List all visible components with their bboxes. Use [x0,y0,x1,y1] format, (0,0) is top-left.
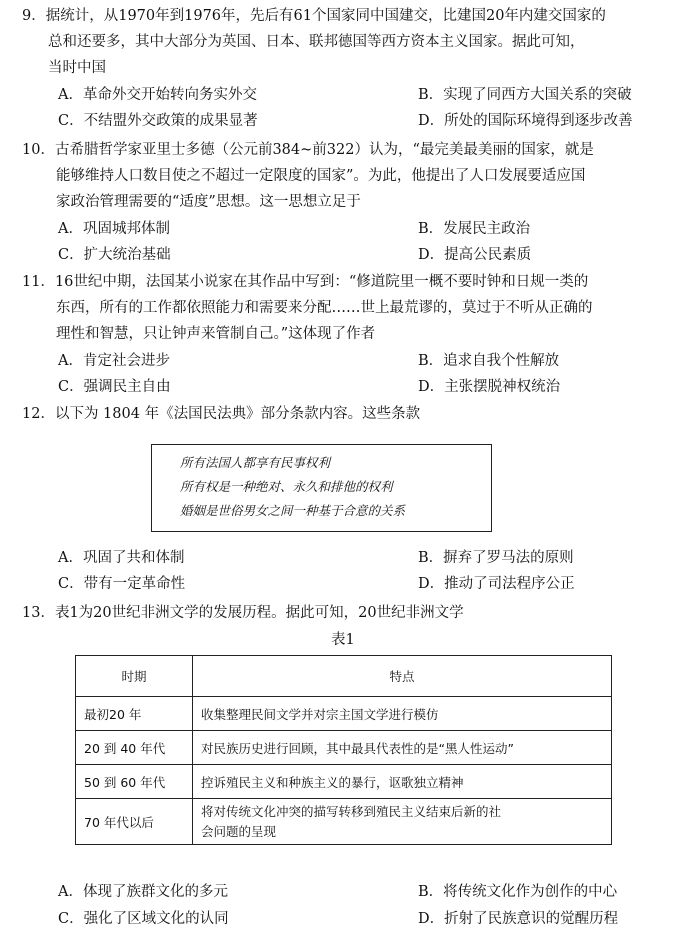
table-header-row [76,656,612,697]
table-row [76,765,612,799]
question-9-line-1: 9．据统计，从1970年到1976年，先后有61个国家同中国建交，比建国20年内建交国家的 [22,8,606,24]
table-cell-period: 50 到 60 年代 [76,765,193,799]
question-12-line-1: 12．以下为 1804 年《法国民法典》部分条款内容。这些条款 [22,406,421,422]
question-9-line-2: 总和还要多，其中大部分为英国、日本、联邦德国等西方资本主义国家。据此可知， [48,34,585,50]
question-9-option-d[interactable]: D．所处的国际环境得到逐步改善 [418,113,633,129]
question-10-line-3: 家政治管理需要的“适度”思想。这一思想立足于 [56,194,361,210]
question-11-line-1: 11．16世纪中期，法国某小说家在其作品中写到：“修道院里一概不要时钟和日规一类的 [22,274,589,290]
table-cell-period: 20 到 40 年代 [76,731,193,765]
question-9-option-a[interactable]: A．革命外交开始转向务实外交 [58,87,257,103]
question-11-option-b[interactable]: B．追求自我个性解放 [418,353,560,369]
african-literature-table [75,655,612,845]
table-header-period: 时期 [76,656,193,697]
question-13-option-d[interactable]: D．折射了民族意识的觉醒历程 [418,911,619,927]
table-row [76,697,612,731]
table-caption: 表1 [331,632,355,648]
question-13-option-a[interactable]: A．体现了族群文化的多元 [58,884,228,900]
table-cell-features: 控诉殖民主义和种族主义的暴行，讴歌独立精神 [193,765,612,799]
question-12-option-a[interactable]: A．巩固了共和体制 [58,550,185,566]
table-row [76,799,612,845]
question-10-option-d[interactable]: D．提高公民素质 [418,247,532,263]
question-13-option-c[interactable]: C．强化了区域文化的认同 [58,911,229,927]
question-11-option-a[interactable]: A．肯定社会进步 [58,353,170,369]
question-12-option-c[interactable]: C．带有一定革命性 [58,576,186,592]
question-11-option-d[interactable]: D．主张摆脱神权统治 [418,379,561,395]
question-11-option-c[interactable]: C．强调民主自由 [58,379,171,395]
civil-code-clause-2: 所有权是一种绝对、永久和排他的权利 [180,479,393,494]
table-cell-features: 收集整理民间文学并对宗主国文学进行模仿 [193,697,612,731]
question-10-option-b[interactable]: B．发展民主政治 [418,221,531,237]
question-11-line-3: 理性和智慧，只让钟声来管制自己。”这体现了作者 [56,326,376,342]
question-9-option-c[interactable]: C．不结盟外交政策的成果显著 [58,113,258,129]
question-11-line-2: 东西，所有的工作都依照能力和需要来分配……世上最荒谬的，莫过于不听从正确的 [56,300,593,316]
table-cell-features: 对民族历史进行回顾，其中最具代表性的是“黑人性运动” [193,731,612,765]
table-cell-period: 最初20 年 [76,697,193,731]
table-cell-features [193,799,612,845]
question-12-option-b[interactable]: B．摒弃了罗马法的原则 [418,550,574,566]
table-cell-features-line-2: 会问题的呈现 [201,823,277,839]
civil-code-clause-3: 婚姻是世俗男女之间一种基于合意的关系 [180,503,406,518]
question-13-option-b[interactable]: B．将传统文化作为创作的中心 [418,884,618,900]
table-header-features: 特点 [193,656,612,697]
question-10-option-c[interactable]: C．扩大统治基础 [58,247,171,263]
question-13-line-1: 13．表1为20世纪非洲文学的发展历程。据此可知，20世纪非洲文学 [22,605,464,621]
table-cell-features-line-1: 将对传统文化冲突的描写转移到殖民主义结束后新的社 [201,803,502,819]
table-cell-period: 70 年代以后 [76,799,193,845]
table-row [76,731,612,765]
civil-code-excerpt-box [151,444,492,532]
question-10-line-1: 10．古希腊哲学家亚里士多德（公元前384~前322）认为，“最完美最美丽的国家，就是 [22,142,594,158]
question-9-option-b[interactable]: B．实现了同西方大国关系的突破 [418,87,632,103]
question-9-line-3: 当时中国 [48,60,106,76]
civil-code-clause-1: 所有法国人都享有民事权利 [180,455,331,470]
question-12-option-d[interactable]: D．推动了司法程序公正 [418,576,575,592]
question-10-option-a[interactable]: A．巩固城邦体制 [58,221,170,237]
question-10-line-2: 能够维持人口数目使之不超过一定限度的国家”。为此，他提出了人口发展要适应国 [56,168,586,184]
